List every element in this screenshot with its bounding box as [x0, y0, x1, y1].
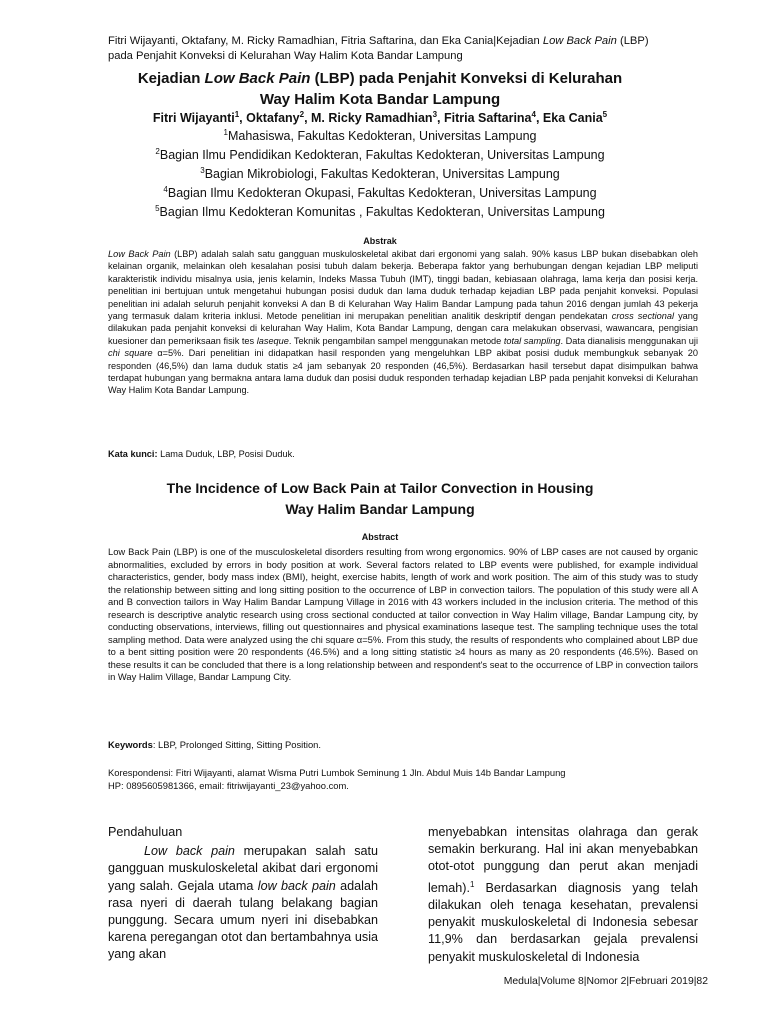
article-title-english — [60, 478, 700, 520]
affiliation-text: Bagian Ilmu Kedokteran Okupasi, Fakultas Kedokteran, Universitas Lampung — [167, 186, 597, 200]
paragraph-text: adalah rasa nyeri di daerah tulang belakang bagian punggung. Secara umum nyeri ini disebabkan karena peregangan otot dan bertambahnya usia yang akan — [108, 878, 378, 962]
affiliation-sup: 2 — [155, 146, 160, 156]
section-heading: Pendahuluan — [108, 825, 183, 839]
paragraph-text: menyebabkan intensitas olahraga dan gerak semakin berkurang. Hal ini akan menyebabkan otot-otot punggung dan perut akan menjadi lemah). — [428, 825, 698, 895]
keywords-text: : LBP, Prolonged Sitting, Sitting Position. — [152, 739, 321, 750]
correspondence-contact: HP: 0895605981366, email: fitriwijayanti_23@yahoo.com. — [108, 780, 349, 791]
affiliation-text: Bagian Ilmu Pendidikan Kedokteran, Fakultas Kedokteran, Universitas Lampung — [159, 148, 605, 162]
keywords-label: Keywords — [108, 739, 153, 750]
body-column-left — [108, 824, 378, 964]
abstrak-italic: Low Back Pain — [108, 249, 171, 259]
title-line2: Way Halim Kota Bandar Lampung — [259, 91, 501, 108]
paragraph-italic: Low back pain — [144, 844, 235, 859]
author-sup: 2 — [299, 109, 305, 119]
abstrak-heading: Abstrak — [363, 236, 397, 246]
abstract-heading: Abstract — [361, 532, 399, 542]
paragraph-italic: low back pain — [257, 878, 336, 893]
running-header — [108, 34, 708, 64]
author-list — [60, 110, 700, 127]
affiliation-sup: 1 — [223, 127, 228, 137]
author-name: , Eka Cania — [535, 111, 603, 125]
abstrak-italic: chi square — [108, 348, 153, 359]
affiliation-item — [60, 184, 700, 203]
kata-kunci-label: Kata kunci: — [108, 449, 158, 459]
correspondence-label: Korespondensi: — [108, 767, 174, 778]
paragraph — [108, 843, 378, 963]
affiliation-item — [60, 146, 700, 165]
article-title-indonesian — [60, 68, 700, 110]
page-footer: Medula|Volume 8|Nomor 2|Februari 2019|82 — [503, 976, 708, 987]
abstrak-text: α=5%. Dari penelitian ini didapatkan hasil responden yang mengeluhkan LBP akibat posisi duduk membungkuk sebanyak 20 responden (46,5%) dan lama duduk statis ≥4 jam sebanyak 20 responden (46,5%). Berdasarkan hasil tersebut dapat disimpulkan bahwa terdapat hubungan yang bermakna antara lama duduk dan posisi duduk responden terhadap kejadian LBP pada penjahit konveksi di Kelurahan Way Halim Kota Bandar Lampung. — [108, 348, 698, 396]
affiliation-sup: 4 — [163, 184, 168, 194]
author-name: , Oktafany — [239, 111, 300, 125]
running-header-post: (LBP) — [616, 35, 649, 47]
affiliation-text: Bagian Mikrobiologi, Fakultas Kedokteran, Universitas Lampung — [204, 167, 560, 181]
abstrak-italic: total sampling — [503, 335, 561, 346]
author-sup: 1 — [234, 109, 240, 119]
affiliation-text: Mahasiswa, Fakultas Kedokteran, Universitas Lampung — [227, 129, 537, 143]
title-italic: Low Back Pain — [204, 70, 311, 87]
abstrak-text: yang dilakukan pada penjahit konveksi di kelurahan Way Halim, Kota Bandar Lampung, dengan cara melakukan observasi, wawancara, pengisian kuesioner dan pemeriksaan fisik tes — [108, 311, 698, 346]
body-column-right — [428, 824, 698, 966]
abstrak-italic: cross sectional — [611, 311, 675, 322]
paragraph-text: merupakan salah satu gangguan muskuloskeletal akibat dari ergonomi yang salah. Gejala utama — [108, 844, 379, 893]
author-sup: 4 — [531, 109, 536, 119]
abstrak-text: . Teknik pengambilan sampel menggunakan metode — [288, 335, 504, 346]
citation-sup: 1 — [470, 879, 475, 889]
correspondence — [108, 766, 698, 792]
running-header-authors: Fitri Wijayanti, Oktafany, M. Ricky Ramadhian, Fitria Saftarina, dan Eka Cania|Kejadian — [108, 35, 543, 47]
correspondence-address: Fitri Wijayanti, alamat Wisma Putri Lumbok Seminung 1 Jln. Abdul Muis 14b Bandar Lampung — [173, 767, 566, 778]
affiliation-item — [60, 127, 700, 146]
kata-kunci — [108, 449, 698, 459]
keywords — [108, 739, 698, 750]
author-name: , Fitria Saftarina — [437, 111, 532, 125]
running-header-line2: pada Penjahit Konveksi di Kelurahan Way Halim Kota Bandar Lampung — [108, 50, 463, 62]
author-sup: 5 — [602, 109, 608, 119]
title-pre: Kejadian — [137, 70, 205, 87]
kata-kunci-text: Lama Duduk, LBP, Posisi Duduk. — [157, 449, 295, 459]
affiliation-item — [60, 165, 700, 184]
author-name: , M. Ricky Ramadhian — [304, 111, 433, 125]
author-sup: 3 — [432, 109, 438, 119]
abstrak-body — [108, 248, 698, 397]
running-header-italic: Low Back Pain — [542, 35, 617, 47]
abstrak-italic: laseque — [256, 335, 289, 346]
abstrak-text: (LBP) adalah salah satu gangguan muskuloskeletal akibat dari ergonomi yang salah. 90% kasus LBP bukan disebabkan oleh kelainan organik, melainkan oleh kesalahan posisi tubuh dalam bekerja. Beberapa faktor yang berhubungan dengan kejadian LBP meliputi karakteristik individu misalnya usia, jenis kelamin, Indeks Massa Tubuh (IMT), tinggi badan, kebiasaan olahraga, lama kerja dan posisi kerja. penelitian ini bertujuan untuk mengetahui hubungan posisi duduk dan lama duduk terhadap kejadian LBP pada penjahit konveksi. Populasi penelitian ini adalah seluruh penjahit konveksi A dan B di Kelurahan Way Halim Bandar Lampung pada tahun 2016 dengan jumlah 43 pekerja yang termasuk dalam kriteria inklusi. Metode penelitian ini merupakan penelitian analitik deskriptif dengan pendekatan — [108, 249, 698, 322]
author-name: Fitri Wijayanti — [152, 111, 235, 125]
affiliation-sup: 5 — [155, 203, 160, 213]
paragraph — [428, 824, 698, 966]
paragraph-text: Berdasarkan diagnosis yang telah dilakukan oleh tenaga kesehatan, prevalensi penyakit muskuloskeletal di Indonesia sebesar 11,9% dan berdasarkan gejala prevalensi penyakit muskuloskeletal di Indonesia — [428, 880, 698, 964]
abstrak-text: . Data dianalisis menggunakan uji — [560, 335, 698, 346]
affiliation-text: Bagian Ilmu Kedokteran Komunitas , Fakultas Kedokteran, Universitas Lampung — [159, 205, 605, 219]
abstract-body: Low Back Pain (LBP) is one of the musculoskeletal disorders resulting from wrong ergonomics. 90% of LBP cases are not caused by organic abnormalities, excluded by errors in body position at work. Several factors related to LBP events were published, for example individual characteristics, gender, body mass index (BMI), height, exercise habits, length of work and work position. The aim of this study was to study the relationship between sitting and long sitting position to the occurrence of LBP in convection tailors. The population of this study were all A and B convection tailors in Way Halim Bandar Lampung Village in 2016 with 43 workers included in the inclusion criteria. The method of this research is descriptive analytic research using cross sectional conducted at tailor convection in Way Halim village, Bandar Lampung city, by conducting observations, interviews, filling out questionnaires and physical examinations laseque test. The sampling technique uses the total sampling method. Data were analyzed using the chi square α=5%. From this study, the results of respondents who complained about LBP due to a bent sitting position were 20 respondents (46.5%) and a long sitting statistic ≥4 hours as many as 20 respondents (46.5%). Based on these results it can be concluded that there is a long relationship between and respondent's seat to the occurrence of LBP in convection tailors in Way Halim Village, Bandar Lampung City. — [108, 546, 699, 682]
title-post: (LBP) pada Penjahit Konveksi di Kelurahan — [310, 70, 623, 87]
title-en-line2: Way Halim Bandar Lampung — [285, 501, 475, 517]
affiliation-list — [60, 127, 700, 222]
affiliation-sup: 3 — [200, 165, 205, 175]
affiliation-item — [60, 203, 700, 222]
title-en-line1: The Incidence of Low Back Pain at Tailor Convection in Housing — [166, 480, 594, 496]
